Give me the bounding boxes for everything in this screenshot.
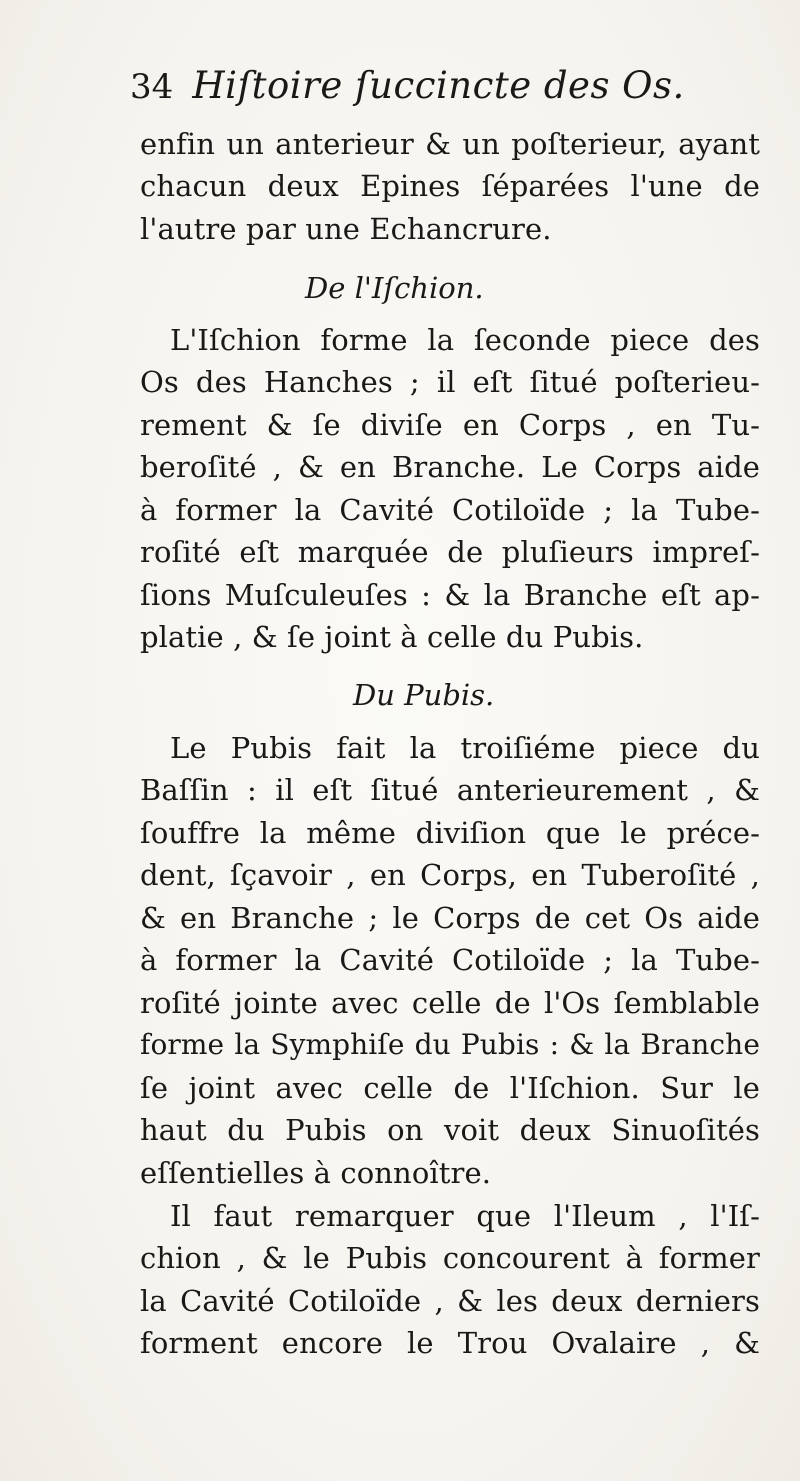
text-line: à former la Cavité Cotiloïde ; la Tube- bbox=[140, 943, 760, 977]
text-line: la Cavité Cotiloïde , & les deux derniers bbox=[140, 1284, 760, 1318]
text-line: Il faut remarquer que l'Ileum , l'Iſ- bbox=[170, 1199, 760, 1233]
text-line: rement & ſe diviſe en Corps , en Tu- bbox=[140, 408, 760, 442]
text-line: & en Branche ; le Corps de cet Os aide bbox=[140, 901, 760, 935]
text-line: ſe joint avec celle de l'Iſchion. Sur le bbox=[140, 1071, 760, 1105]
text-line: à former la Cavité Cotiloïde ; la Tube- bbox=[140, 493, 760, 527]
text-line: ſions Muſculeuſes : & la Branche eſt ap- bbox=[140, 578, 760, 612]
text-line: platie , & ſe joint à celle du Pubis. bbox=[140, 620, 644, 654]
running-title: Hiſtoire ſuccincte des Os. bbox=[192, 64, 685, 107]
page-header bbox=[130, 64, 750, 114]
text-line: chion , & le Pubis concourent à former bbox=[140, 1241, 760, 1275]
text-line: Le Pubis fait la troiſiéme piece du bbox=[170, 731, 760, 765]
section-heading-pubis: Du Pubis. bbox=[353, 678, 495, 712]
text-line: l'autre par une Echancrure. bbox=[140, 212, 552, 246]
section-heading-ischion: De l'Iſchion. bbox=[305, 271, 484, 305]
text-line: Os des Hanches ; il eſt ſitué poſterieu- bbox=[140, 365, 760, 399]
text-line: forment encore le Trou Ovalaire , & bbox=[140, 1326, 760, 1360]
text-line: beroſité , & en Branche. Le Corps aide bbox=[140, 450, 760, 484]
text-line: Baſſin : il eſt ſitué anterieurement , & bbox=[140, 773, 760, 807]
text-line: roſité eſt marquée de pluſieurs impreſ- bbox=[140, 535, 760, 569]
text-line: enfin un anterieur & un poſterieur, ayant bbox=[140, 127, 760, 161]
text-line: haut du Pubis on voit deux Sinuoſités bbox=[140, 1113, 760, 1147]
text-line: chacun deux Epines ſéparées l'une de bbox=[140, 169, 760, 203]
text-line: roſité jointe avec celle de l'Os ſemblable bbox=[140, 986, 760, 1020]
text-line: forme la Symphiſe du Pubis : & la Branche bbox=[140, 1028, 760, 1061]
page-number: 34 bbox=[130, 67, 174, 107]
text-line: dent, ſçavoir , en Corps, en Tuberoſité , bbox=[140, 858, 760, 892]
text-line: eſſentielles à connoître. bbox=[140, 1156, 492, 1190]
text-line: L'Iſchion forme la ſeconde piece des bbox=[170, 323, 760, 357]
text-line: ſouffre la même diviſion que le préce- bbox=[140, 816, 760, 850]
